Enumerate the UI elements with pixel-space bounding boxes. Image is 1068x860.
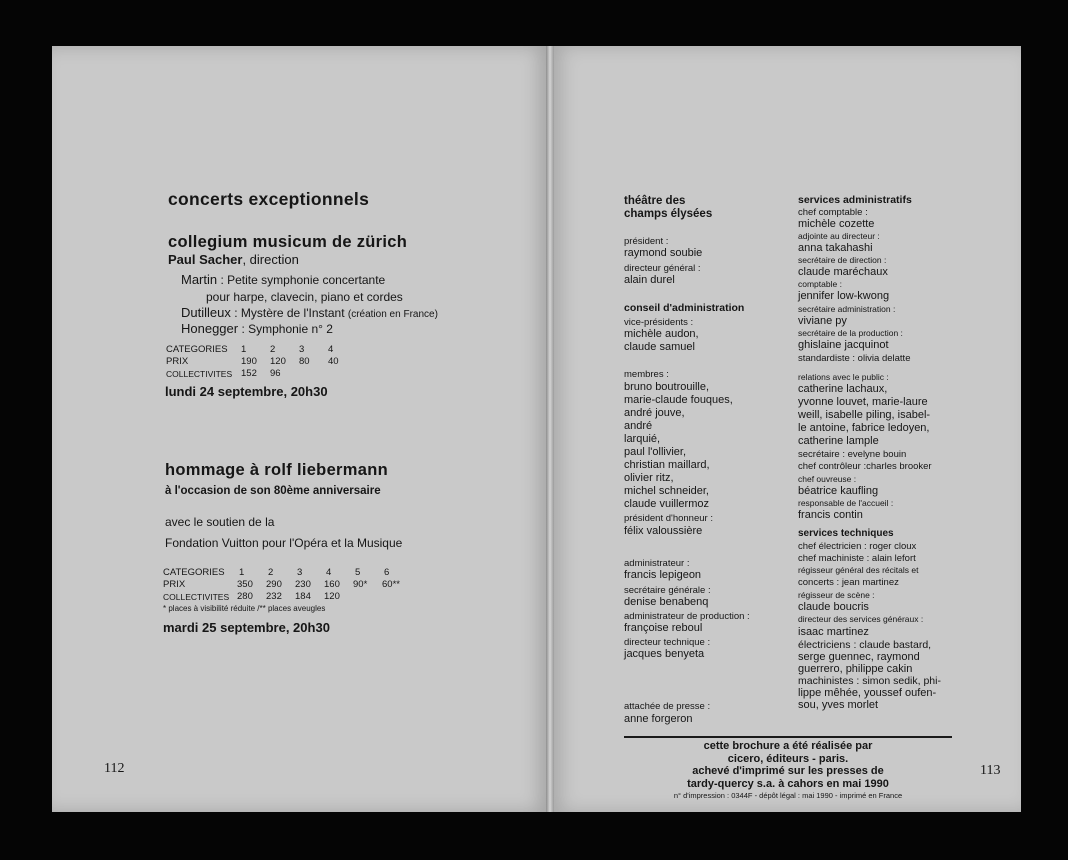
membre-2: marie-claude fouques, [624, 394, 733, 406]
pt1-prix-label: PRIX [166, 356, 189, 367]
electriciens-2: serge guennec, raymond [798, 651, 920, 663]
vp-1: michèle audon, [624, 328, 699, 340]
concert1-conductor: Paul Sacher [168, 252, 243, 267]
membre-10: claude vuillermoz [624, 498, 709, 510]
pt2-cat-3: 3 [297, 567, 303, 578]
pt2-coll-2: 232 [266, 591, 282, 602]
pt1-cat-2: 2 [270, 344, 276, 355]
regisseur-gen-label: régisseur général des récitals et [798, 565, 919, 575]
pt2-prix-6: 60** [382, 579, 400, 590]
work-1 [181, 272, 385, 287]
pt1-prix-2: 120 [270, 356, 286, 367]
membre-8: olivier ritz, [624, 472, 674, 484]
colophon-line-4: tardy-quercy s.a. à cahors en mai 1990 [687, 777, 889, 790]
sec-dir-label: secrétaire de direction : [798, 255, 887, 265]
concert2-support-2: Fondation Vuitton pour l'Opéra et la Musique [165, 536, 403, 550]
president-label: président : [624, 236, 669, 247]
standardiste: standardiste : olivia delatte [798, 353, 911, 364]
ph-label: président d'honneur : [624, 513, 713, 524]
ap2-label: attachée de presse : [624, 701, 711, 712]
pt2-coll-label: COLLECTIVITES [163, 592, 230, 602]
work-1-continuation: pour harpe, clavecin, piano et cordes [206, 290, 403, 304]
pt2-footnote: * places à visibilité réduite /** places aveugles [163, 604, 326, 613]
rel-2: yvonne louvet, marie-laure [798, 396, 928, 408]
chef-controleur: chef contrôleur :charles brooker [798, 461, 932, 472]
work-2 [181, 305, 438, 320]
pt2-coll-4: 120 [324, 591, 340, 602]
sec-dir: claude maréchaux [798, 266, 888, 278]
dt-label: directeur technique : [624, 637, 711, 648]
ap2: anne forgeron [624, 713, 693, 725]
chef-ouvreuse: béatrice kaufling [798, 485, 879, 497]
concert2-support-1: avec le soutien de la [165, 515, 275, 529]
colophon [624, 740, 952, 803]
membre-6: paul l'ollivier, [624, 446, 687, 458]
concert2-subtitle: à l'occasion de son 80ème anniversaire [165, 485, 381, 497]
vp-label: vice-présidents : [624, 317, 694, 328]
colophon-line-1: cette brochure a été réalisée par [703, 740, 873, 752]
pt2-cat-6: 6 [384, 567, 390, 578]
sec-admin: viviane py [798, 315, 847, 327]
pt2-cat-2: 2 [268, 567, 274, 578]
pt1-cat-4: 4 [328, 344, 334, 355]
pt2-coll-3: 184 [295, 591, 311, 602]
electriciens-1: électriciens : claude bastard, [798, 639, 932, 651]
concert1-ensemble: collegium musicum de zürich [168, 233, 408, 251]
secretaire: secrétaire : evelyne bouin [798, 449, 907, 460]
chef-ouvreuse-label: chef ouvreuse : [798, 474, 857, 484]
sg-label: secrétaire générale : [624, 585, 711, 596]
pt1-coll-2: 96 [270, 368, 281, 379]
ph: félix valoussière [624, 525, 703, 537]
pt2-coll-1: 280 [237, 591, 253, 602]
pt1-prix-3: 80 [299, 356, 310, 367]
adjointe-label: adjointe au directeur : [798, 231, 880, 241]
sec-prod: ghislaine jacquinot [798, 339, 889, 351]
pt2-categories-label: CATEGORIES [163, 567, 225, 578]
rel-label: relations avec le public : [798, 372, 889, 382]
work-3-title: : Symphonie n° 2 [238, 322, 333, 336]
pt1-categories-label: CATEGORIES [166, 344, 228, 355]
sa-heading: services administratifs [798, 194, 912, 206]
adjointe: anna takahashi [798, 242, 873, 254]
regisseur-scene-label: régisseur de scène : [798, 590, 875, 600]
regisseur-gen: concerts : jean martinez [798, 577, 899, 588]
work-3 [181, 321, 333, 336]
membre-5: larquié, [624, 433, 661, 445]
pt2-prix-label: PRIX [163, 579, 186, 590]
pt1-cat-1: 1 [241, 344, 247, 355]
sec-admin-label: secrétaire administration : [798, 304, 896, 314]
colophon-line-2: cicero, éditeurs - paris. [727, 752, 849, 765]
work-3-composer: Honegger [181, 321, 239, 336]
membre-1: bruno boutrouille, [624, 381, 710, 393]
membres-label: membres : [624, 369, 669, 380]
machinistes-1: machinistes : simon sedik, phi- [798, 675, 941, 687]
concert1-conductor-line [168, 252, 299, 267]
right-page [551, 46, 1021, 812]
ca-heading: conseil d'administration [624, 302, 745, 314]
membre-7: christian maillard, [624, 459, 710, 471]
chef-comptable: michèle cozette [798, 218, 875, 230]
rel-3: weill, isabelle piling, isabel- [798, 409, 931, 421]
concert1-date: lundi 24 septembre, 20h30 [165, 384, 328, 399]
concert2-title: hommage à rolf liebermann [165, 461, 388, 479]
chef-elec: chef électricien : roger cloux [798, 541, 917, 552]
pt2-cat-1: 1 [239, 567, 245, 578]
vp-2: claude samuel [624, 341, 695, 353]
st-heading: services techniques [798, 528, 894, 539]
chef-mach: chef machiniste : alain lefort [798, 553, 916, 564]
pt1-prix-4: 40 [328, 356, 339, 367]
admin: francis lepigeon [624, 569, 702, 581]
sg: denise benabenq [624, 596, 709, 608]
pt1-cat-3: 3 [299, 344, 305, 355]
machinistes-2: lippe mêhée, youssef oufen- [798, 687, 937, 699]
rel-4: le antoine, fabrice ledoyen, [798, 422, 930, 434]
resp-accueil: francis contin [798, 509, 863, 521]
pt1-coll-label: COLLECTIVITES [166, 369, 233, 379]
machinistes-3: sou, yves morlet [798, 699, 879, 711]
pt2-prix-4: 160 [324, 579, 340, 590]
colophon-line-5: n° d'impression : 0344F - dépôt légal : mai 1990 - imprimé en France [673, 791, 903, 800]
rel-5: catherine lample [798, 435, 879, 447]
membre-3: andré jouve, [624, 407, 685, 419]
pt1-prix-1: 190 [241, 356, 257, 367]
admin-label: administrateur : [624, 558, 690, 569]
pt2-cat-5: 5 [355, 567, 361, 578]
pt2-prix-1: 350 [237, 579, 253, 590]
work-1-title: : Petite symphonie concertante [217, 273, 386, 287]
dt: jacques benyeta [624, 648, 705, 660]
membre-9: michel schneider, [624, 485, 709, 497]
resp-accueil-label: responsable de l'accueil : [798, 498, 894, 508]
president: raymond soubie [624, 247, 703, 259]
pt2-prix-3: 230 [295, 579, 311, 590]
pt2-cat-4: 4 [326, 567, 332, 578]
regisseur-scene: claude boucris [798, 601, 869, 613]
page-number-left: 112 [104, 761, 125, 776]
sec-prod-label: secrétaire de la production : [798, 328, 903, 338]
concert2-date: mardi 25 septembre, 20h30 [163, 620, 330, 635]
work-2-title: : Mystère de l'Instant [230, 306, 348, 320]
ap: françoise reboul [624, 622, 703, 634]
comptable: jennifer low-kwong [798, 290, 890, 302]
page-number-right: 113 [980, 763, 1001, 778]
rel-1: catherine lachaux, [798, 383, 888, 395]
pt1-coll-1: 152 [241, 368, 257, 379]
dir-serv-label: directeur des services généraux : [798, 614, 924, 624]
colophon-line-3: achevé d'imprimé sur les presses de [692, 765, 884, 777]
work-2-note: (création en France) [347, 309, 438, 320]
pt2-prix-2: 290 [266, 579, 282, 590]
membre-4: andré [624, 420, 653, 432]
section-title: concerts exceptionnels [168, 189, 370, 209]
dg-label: directeur général : [624, 263, 701, 274]
electriciens-3: guerrero, philippe cakin [798, 663, 913, 675]
work-2-composer: Dutilleux [181, 305, 231, 320]
dir-serv: isaac martinez [798, 626, 869, 638]
ap-label: administrateur de production : [624, 611, 750, 622]
book-gutter [546, 46, 554, 812]
colophon-rule [624, 736, 952, 738]
concert1-conductor-role: , direction [242, 252, 299, 267]
work-1-composer: Martin [181, 272, 218, 287]
pt2-prix-5: 90* [353, 579, 368, 590]
chef-comptable-label: chef comptable : [798, 207, 868, 218]
theatre-title-2: champs élysées [624, 208, 713, 220]
theatre-title-1: théâtre des [624, 195, 686, 207]
left-page [52, 46, 549, 812]
comptable-label: comptable : [798, 279, 842, 289]
dg: alain durel [624, 274, 675, 286]
